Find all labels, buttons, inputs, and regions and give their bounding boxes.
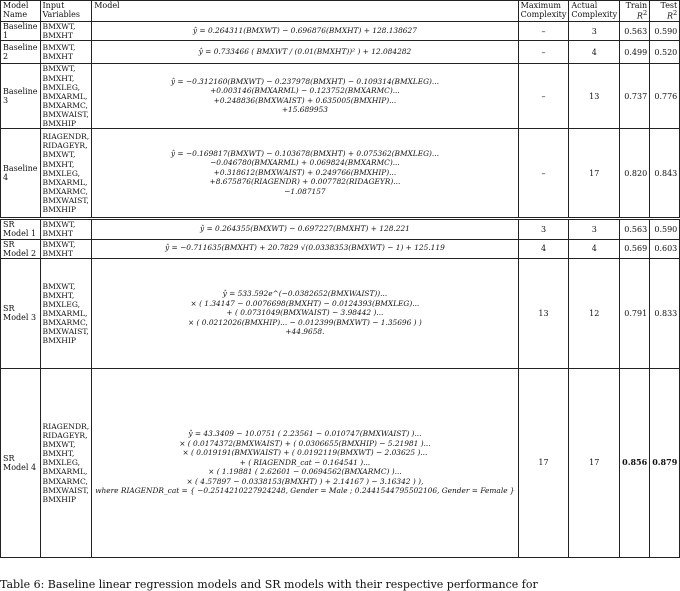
table-row [1, 64, 680, 129]
header-model-name: Model Name [1, 1, 41, 22]
actual-complexity-cell: 13 [569, 64, 620, 129]
table-caption: Table 6: Baseline linear regression models and SR models with their respective performance for [0, 578, 538, 591]
table-row [1, 22, 680, 41]
model-equation-cell [92, 368, 518, 557]
max-complexity-cell: – [518, 64, 569, 129]
train-r2-cell: 0.791 [620, 258, 650, 368]
model-name-cell: SR Model 1 [1, 219, 41, 239]
input-vars-cell: BMXWT, BMXHT [40, 22, 92, 41]
input-vars-cell: BMXWT, BMXHT [40, 41, 92, 64]
model-equation-cell [92, 258, 518, 368]
test-r2-cell: 0.833 [650, 258, 680, 368]
equation-line: −0.046780(BMXARML) + 0.069824(BMXARMC)... [210, 158, 400, 168]
test-r2-cell: 0.879 [650, 368, 680, 557]
equation-line: × ( 1.34147 − 0.0076698(BMXHT) − 0.0124393(BMXLEG)... [190, 298, 420, 308]
equation-line: +0.003146(BMXARML) − 0.123752(BMXARMC)... [210, 86, 400, 96]
model-equation-cell [92, 219, 518, 239]
header-test: Test $R^2$ [650, 1, 680, 22]
input-vars-cell: RIAGENDR, RIDAGEYR, BMXWT, BMXHT, BMXLEG, BMXARML, BMXARMC, BMXWAIST, BMXHIP [40, 368, 92, 557]
input-vars-cell: RIAGENDR, RIDAGEYR, BMXWT, BMXHT, BMXLEG, BMXARML, BMXARMC, BMXWAIST, BMXHIP [40, 129, 92, 219]
equation-line: ŷ = 533.592e^(−0.0382652(BMXWAIST))... [222, 289, 388, 299]
actual-complexity-cell: 12 [569, 258, 620, 368]
table-row [1, 258, 680, 368]
model-name-cell: SR Model 2 [1, 239, 41, 258]
equation-line: + ( 0.0731049(BMXWAIST) − 3.98442 )... [226, 308, 384, 318]
test-r2-cell: 0.590 [650, 219, 680, 239]
max-complexity-cell: – [518, 22, 569, 41]
equation-line: +0.248836(BMXWAIST) + 0.635005(BMXHIP)... [213, 95, 397, 105]
test-r2-cell: 0.520 [650, 41, 680, 64]
header-model: Model [92, 1, 518, 22]
max-complexity-cell: 3 [518, 219, 569, 239]
model-name-cell: Baseline 3 [1, 64, 41, 129]
model-equation-cell [92, 239, 518, 258]
train-r2-cell: 0.499 [620, 41, 650, 64]
input-vars-cell: BMXWT, BMXHT, BMXLEG, BMXARML, BMXARMC, BMXWAIST, BMXHIP [40, 64, 92, 129]
max-complexity-cell: 13 [518, 258, 569, 368]
input-vars-cell: BMXWT, BMXHT, BMXLEG, BMXARML, BMXARMC, BMXWAIST, BMXHIP [40, 258, 92, 368]
model-equation-cell [92, 41, 518, 64]
train-r2-cell: 0.569 [620, 239, 650, 258]
test-r2-cell: 0.590 [650, 22, 680, 41]
equation-line: + ( RIAGENDR_cat − 0.164541 )... [239, 457, 371, 467]
equation-line: where RIAGENDR_cat = { −0.2514210227924248, Gender = Male ; 0.2441544795502106, Gender = Female } [95, 486, 515, 496]
test-r2-cell: 0.843 [650, 129, 680, 219]
model-equation-cell [92, 129, 518, 219]
actual-complexity-cell: 17 [569, 368, 620, 557]
equation-line: × ( 4.57897 − 0.0338153(BMXHT) ) + 2.14167 ) − 3.16342 ) ), [186, 476, 424, 486]
equation-line: +0.318612(BMXWAIST) + 0.249766(BMXHIP)... [213, 167, 397, 177]
equation-line: −1.087157 [284, 186, 326, 196]
table-row [1, 368, 680, 557]
equation-line: × ( 1.19881 ( 2.62601 − 0.0694562(BMXARMC) )... [208, 467, 402, 477]
max-complexity-cell: – [518, 41, 569, 64]
model-name-cell: Baseline 2 [1, 41, 41, 64]
max-complexity-cell: – [518, 129, 569, 219]
equation-line: ŷ = −0.312160(BMXWT) − 0.237978(BMXHT) − 0.109314(BMXLEG)... [170, 76, 439, 86]
train-r2-cell: 0.563 [620, 22, 650, 41]
header-max-complexity: Maximum Complexity [518, 1, 569, 22]
model-name-cell: Baseline 4 [1, 129, 41, 219]
actual-complexity-cell: 4 [569, 41, 620, 64]
header-train: Train $R^2$ [620, 1, 650, 22]
test-r2-cell: 0.776 [650, 64, 680, 129]
train-r2-cell: 0.856 [620, 368, 650, 557]
table-row [1, 239, 680, 258]
model-equation-cell [92, 64, 518, 129]
actual-complexity-cell: 3 [569, 219, 620, 239]
equation-line: × ( 0.0174372(BMXWAIST) + ( 0.0306655(BMXHIP) − 5.21981 )... [179, 438, 431, 448]
equation-line: ŷ = 0.264355(BMXWT) − 0.697227(BMXHT) + 128.221 [199, 224, 410, 234]
equation-line: ŷ = −0.169817(BMXWT) − 0.103678(BMXHT) + 0.075362(BMXLEG)... [170, 148, 439, 158]
equation-line: +44.9658. [285, 327, 325, 337]
actual-complexity-cell: 3 [569, 22, 620, 41]
model-equation-cell [92, 22, 518, 41]
equation-line: ŷ = 0.733466 ( BMXWT / (0.01(BMXHT))² ) + 12.084282 [198, 47, 412, 57]
equation-line: +8.675876(RIAGENDR) + 0.007782(RIDAGEYR)... [209, 177, 401, 187]
table-row [1, 129, 680, 219]
equation-line: × ( 0.0212026(BMXHIP)... − 0.012399(BMXWT) − 1.35696 ) ) [188, 317, 422, 327]
equation-line: ŷ = 0.264311(BMXWT) − 0.696876(BMXHT) + 128.138627 [192, 25, 417, 35]
train-r2-cell: 0.820 [620, 129, 650, 219]
header-input-variables: Input Variables [40, 1, 92, 22]
model-name-cell: Baseline 1 [1, 22, 41, 41]
max-complexity-cell: 17 [518, 368, 569, 557]
actual-complexity-cell: 4 [569, 239, 620, 258]
equation-line: ŷ = −0.711635(BMXHT) + 20.7829 √(0.0338353(BMXWT) − 1) + 125.119 [165, 243, 445, 253]
test-r2-cell: 0.603 [650, 239, 680, 258]
equation-line: ŷ = 43.3409 − 10.0751 ( 2.23561 − 0.010747(BMXWAIST) )... [188, 429, 422, 439]
train-r2-cell: 0.737 [620, 64, 650, 129]
header-row [1, 1, 680, 22]
header-actual-complexity: Actual Complexity [569, 1, 620, 22]
table-row [1, 219, 680, 239]
input-vars-cell: BMXWT, BMXHT [40, 219, 92, 239]
equation-line: × ( 0.019191(BMXWAIST) + ( 0.0192119(BMXWT) − 2.03625 )... [182, 448, 428, 458]
actual-complexity-cell: 17 [569, 129, 620, 219]
equation-line: +15.689953 [281, 105, 328, 115]
model-name-cell: SR Model 4 [1, 368, 41, 557]
table-row [1, 41, 680, 64]
input-vars-cell: BMXWT, BMXHT [40, 239, 92, 258]
model-name-cell: SR Model 3 [1, 258, 41, 368]
max-complexity-cell: 4 [518, 239, 569, 258]
train-r2-cell: 0.563 [620, 219, 650, 239]
